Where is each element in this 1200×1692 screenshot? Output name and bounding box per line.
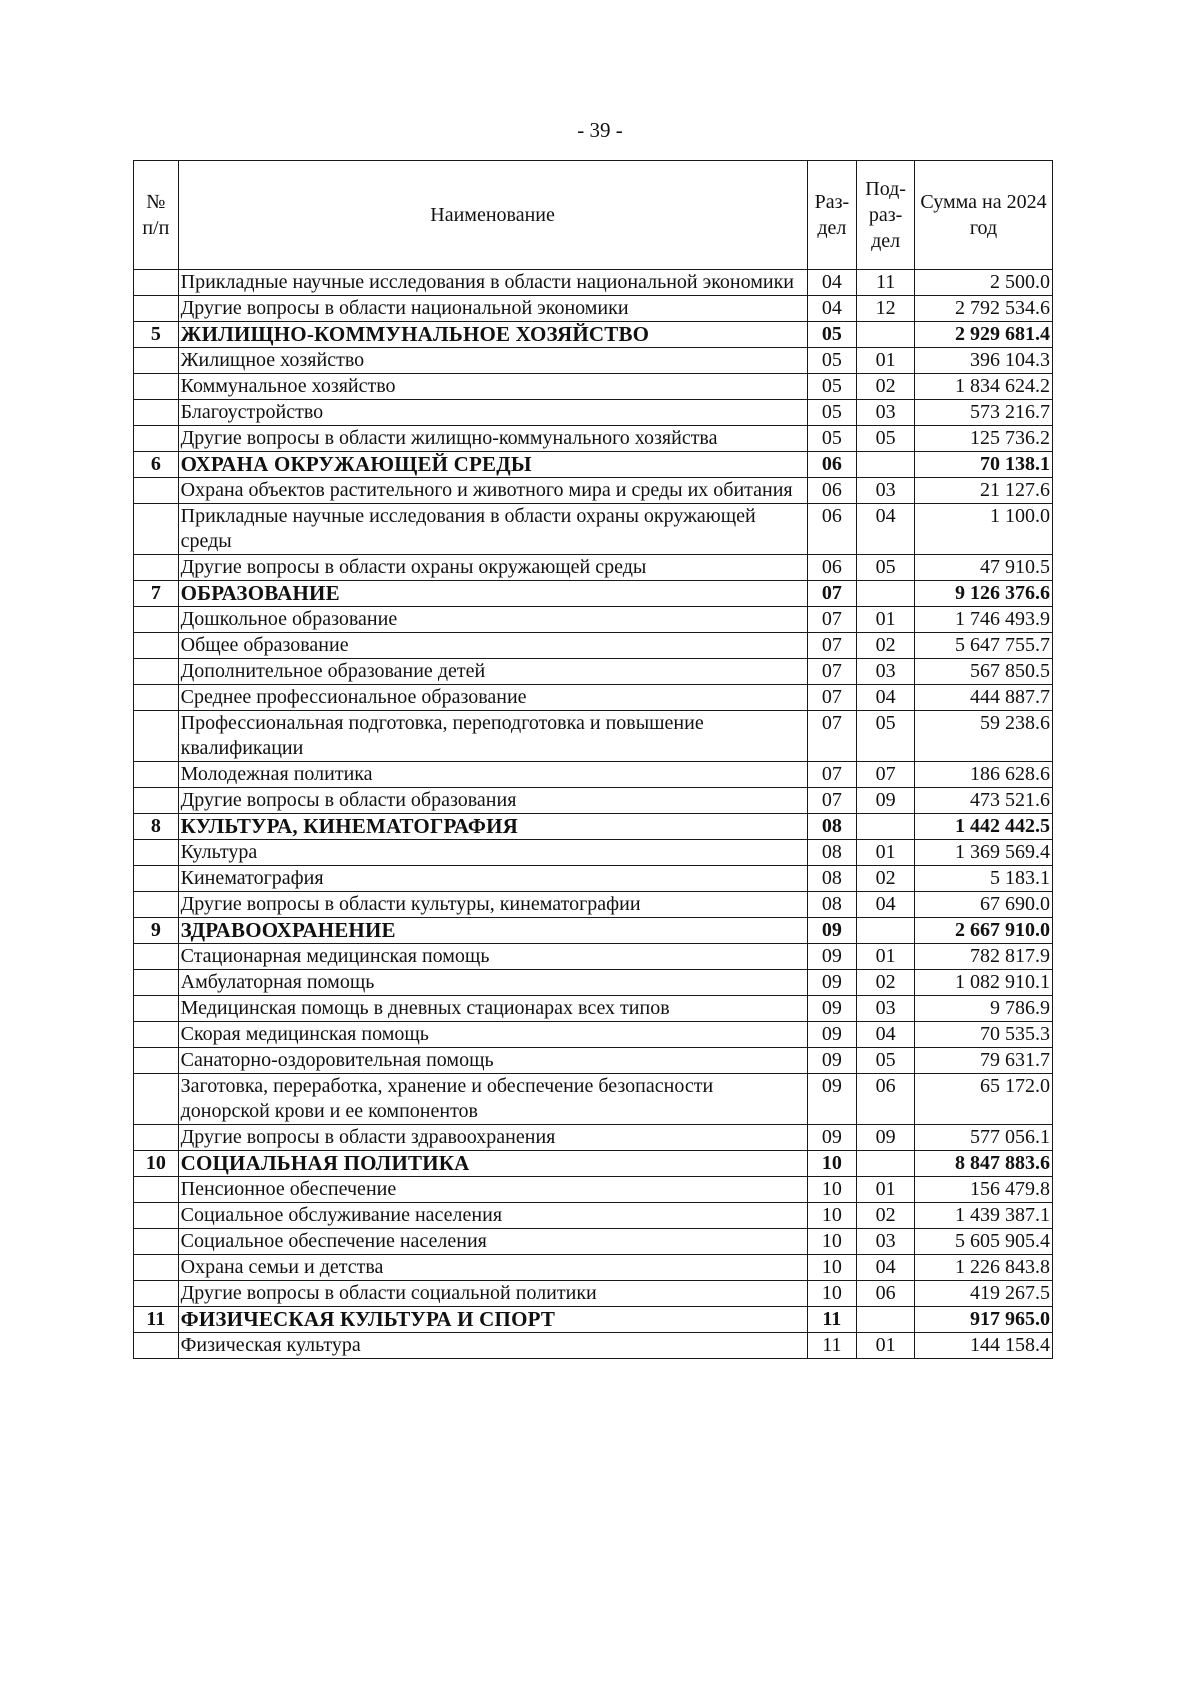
row-number [134, 374, 179, 400]
row-podrazdel: 09 [857, 1125, 915, 1151]
row-sum: 5 605 905.4 [915, 1229, 1053, 1255]
row-name: Охрана объектов растительного и животного мира и среды их обитания [178, 478, 807, 504]
header-razdel: Раз- дел [807, 161, 857, 270]
row-number [134, 607, 179, 633]
row-podrazdel: 04 [857, 685, 915, 711]
row-sum: 156 479.8 [915, 1177, 1053, 1203]
table-row [134, 762, 1053, 788]
row-name: Другие вопросы в области культуры, кинематографии [178, 892, 807, 918]
section-row [134, 814, 1053, 840]
row-name: Профессиональная подготовка, переподготовка и повышение квалификации [178, 711, 807, 762]
row-number [134, 426, 179, 452]
row-name: Культура [178, 840, 807, 866]
row-number [134, 1125, 179, 1151]
row-podrazdel: 07 [857, 762, 915, 788]
row-number [134, 866, 179, 892]
row-sum: 2 667 910.0 [915, 918, 1053, 944]
row-podrazdel: 03 [857, 478, 915, 504]
row-razdel: 05 [807, 374, 857, 400]
table-row [134, 296, 1053, 322]
row-razdel: 08 [807, 866, 857, 892]
row-number [134, 685, 179, 711]
row-number [134, 762, 179, 788]
row-number: 10 [134, 1151, 179, 1177]
row-number: 11 [134, 1307, 179, 1333]
row-podrazdel: 03 [857, 1229, 915, 1255]
table-row [134, 607, 1053, 633]
row-razdel: 09 [807, 1048, 857, 1074]
row-razdel: 07 [807, 607, 857, 633]
table-row [134, 866, 1053, 892]
row-name: Коммунальное хозяйство [178, 374, 807, 400]
row-razdel: 04 [807, 296, 857, 322]
row-podrazdel: 06 [857, 1281, 915, 1307]
row-name: ЖИЛИЩНО-КОММУНАЛЬНОЕ ХОЗЯЙСТВО [178, 322, 807, 348]
row-name: Жилищное хозяйство [178, 348, 807, 374]
row-name: Дошкольное образование [178, 607, 807, 633]
row-sum: 186 628.6 [915, 762, 1053, 788]
row-razdel: 08 [807, 892, 857, 918]
row-name: ОХРАНА ОКРУЖАЮЩЕЙ СРЕДЫ [178, 452, 807, 478]
row-name: Социальное обеспечение населения [178, 1229, 807, 1255]
row-name: Среднее профессиональное образование [178, 685, 807, 711]
row-name: Прикладные научные исследования в области национальной экономики [178, 270, 807, 296]
row-number [134, 1333, 179, 1359]
row-podrazdel: 01 [857, 944, 915, 970]
row-sum: 5 183.1 [915, 866, 1053, 892]
table-row [134, 555, 1053, 581]
table-row [134, 685, 1053, 711]
row-sum: 125 736.2 [915, 426, 1053, 452]
row-name: Медицинская помощь в дневных стационарах всех типов [178, 996, 807, 1022]
row-razdel: 10 [807, 1229, 857, 1255]
row-name: Молодежная политика [178, 762, 807, 788]
row-number [134, 400, 179, 426]
row-sum: 567 850.5 [915, 659, 1053, 685]
table-row [134, 374, 1053, 400]
row-razdel: 10 [807, 1177, 857, 1203]
row-sum: 573 216.7 [915, 400, 1053, 426]
row-number [134, 996, 179, 1022]
row-name: Другие вопросы в области образования [178, 788, 807, 814]
row-number [134, 1048, 179, 1074]
row-sum: 9 786.9 [915, 996, 1053, 1022]
table-row [134, 1203, 1053, 1229]
row-name: КУЛЬТУРА, КИНЕМАТОГРАФИЯ [178, 814, 807, 840]
row-number [134, 788, 179, 814]
row-sum: 396 104.3 [915, 348, 1053, 374]
table-row [134, 270, 1053, 296]
row-podrazdel: 11 [857, 270, 915, 296]
row-podrazdel [857, 322, 915, 348]
row-podrazdel: 03 [857, 400, 915, 426]
row-number: 7 [134, 581, 179, 607]
row-razdel: 10 [807, 1151, 857, 1177]
section-row [134, 581, 1053, 607]
table-row [134, 633, 1053, 659]
page-number: - 39 - [577, 118, 623, 142]
table-row [134, 1333, 1053, 1359]
row-number [134, 944, 179, 970]
row-name: СОЦИАЛЬНАЯ ПОЛИТИКА [178, 1151, 807, 1177]
row-sum: 67 690.0 [915, 892, 1053, 918]
row-number: 6 [134, 452, 179, 478]
row-sum: 1 226 843.8 [915, 1255, 1053, 1281]
row-podrazdel: 01 [857, 348, 915, 374]
table-row [134, 970, 1053, 996]
row-razdel: 09 [807, 996, 857, 1022]
row-sum: 8 847 883.6 [915, 1151, 1053, 1177]
row-name: Амбулаторная помощь [178, 970, 807, 996]
row-sum: 1 082 910.1 [915, 970, 1053, 996]
row-razdel: 07 [807, 762, 857, 788]
row-sum: 70 535.3 [915, 1022, 1053, 1048]
table-header-row [134, 161, 1053, 270]
row-sum: 419 267.5 [915, 1281, 1053, 1307]
row-razdel: 05 [807, 348, 857, 374]
row-sum: 473 521.6 [915, 788, 1053, 814]
row-podrazdel: 01 [857, 1333, 915, 1359]
table-row [134, 1048, 1053, 1074]
row-sum: 1 439 387.1 [915, 1203, 1053, 1229]
row-podrazdel [857, 581, 915, 607]
table-body [134, 270, 1053, 1359]
row-razdel: 09 [807, 970, 857, 996]
row-name: Скорая медицинская помощь [178, 1022, 807, 1048]
row-podrazdel: 03 [857, 996, 915, 1022]
table-row [134, 1281, 1053, 1307]
row-sum: 2 792 534.6 [915, 296, 1053, 322]
row-podrazdel: 05 [857, 711, 915, 762]
row-sum: 21 127.6 [915, 478, 1053, 504]
row-number [134, 270, 179, 296]
row-name: Другие вопросы в области жилищно-коммунального хозяйства [178, 426, 807, 452]
row-razdel: 05 [807, 400, 857, 426]
row-sum: 79 631.7 [915, 1048, 1053, 1074]
row-number [134, 504, 179, 555]
row-number [134, 970, 179, 996]
row-razdel: 07 [807, 633, 857, 659]
row-number [134, 1203, 179, 1229]
row-number [134, 348, 179, 374]
row-sum: 1 100.0 [915, 504, 1053, 555]
row-razdel: 09 [807, 1125, 857, 1151]
table-row [134, 348, 1053, 374]
row-podrazdel: 04 [857, 1022, 915, 1048]
section-row [134, 452, 1053, 478]
row-number [134, 1255, 179, 1281]
header-name: Наименование [178, 161, 807, 270]
row-podrazdel [857, 1151, 915, 1177]
row-name: Другие вопросы в области национальной экономики [178, 296, 807, 322]
row-sum: 47 910.5 [915, 555, 1053, 581]
row-podrazdel: 02 [857, 1203, 915, 1229]
row-razdel: 07 [807, 659, 857, 685]
budget-table [133, 160, 1053, 1359]
row-name: Физическая культура [178, 1333, 807, 1359]
row-podrazdel: 12 [857, 296, 915, 322]
table-row [134, 1074, 1053, 1125]
row-podrazdel [857, 814, 915, 840]
row-sum: 917 965.0 [915, 1307, 1053, 1333]
row-podrazdel: 01 [857, 607, 915, 633]
row-name: Стационарная медицинская помощь [178, 944, 807, 970]
row-name: Другие вопросы в области здравоохранения [178, 1125, 807, 1151]
row-number [134, 633, 179, 659]
row-number [134, 1074, 179, 1125]
row-number [134, 296, 179, 322]
row-name: Охрана семьи и детства [178, 1255, 807, 1281]
row-podrazdel: 05 [857, 426, 915, 452]
row-razdel: 07 [807, 581, 857, 607]
table-row [134, 996, 1053, 1022]
row-name: Пенсионное обеспечение [178, 1177, 807, 1203]
row-sum: 1 834 624.2 [915, 374, 1053, 400]
row-podrazdel: 03 [857, 659, 915, 685]
row-razdel: 10 [807, 1255, 857, 1281]
row-number [134, 555, 179, 581]
row-name: Дополнительное образование детей [178, 659, 807, 685]
row-razdel: 09 [807, 1022, 857, 1048]
row-number: 9 [134, 918, 179, 944]
row-sum: 1 442 442.5 [915, 814, 1053, 840]
row-razdel: 04 [807, 270, 857, 296]
row-name: ЗДРАВООХРАНЕНИЕ [178, 918, 807, 944]
row-razdel: 06 [807, 555, 857, 581]
row-razdel: 08 [807, 814, 857, 840]
row-razdel: 10 [807, 1281, 857, 1307]
row-name: Благоустройство [178, 400, 807, 426]
row-razdel: 09 [807, 918, 857, 944]
row-podrazdel: 01 [857, 1177, 915, 1203]
row-podrazdel: 04 [857, 504, 915, 555]
header-num: № п/п [134, 161, 179, 270]
section-row [134, 1151, 1053, 1177]
row-number [134, 840, 179, 866]
row-podrazdel [857, 918, 915, 944]
row-name: Общее образование [178, 633, 807, 659]
row-razdel: 09 [807, 1074, 857, 1125]
row-number [134, 711, 179, 762]
row-podrazdel: 02 [857, 970, 915, 996]
header-sum: Сумма на 2024 год [915, 161, 1053, 270]
row-number: 5 [134, 322, 179, 348]
row-number [134, 478, 179, 504]
row-podrazdel: 06 [857, 1074, 915, 1125]
row-sum: 782 817.9 [915, 944, 1053, 970]
row-podrazdel: 04 [857, 892, 915, 918]
table-row [134, 1177, 1053, 1203]
row-podrazdel: 05 [857, 555, 915, 581]
row-podrazdel: 02 [857, 374, 915, 400]
row-razdel: 06 [807, 478, 857, 504]
row-razdel: 05 [807, 322, 857, 348]
row-podrazdel: 09 [857, 788, 915, 814]
row-podrazdel: 01 [857, 840, 915, 866]
row-razdel: 10 [807, 1203, 857, 1229]
row-sum: 444 887.7 [915, 685, 1053, 711]
table-row [134, 659, 1053, 685]
table-row [134, 400, 1053, 426]
row-podrazdel: 02 [857, 866, 915, 892]
row-name: Другие вопросы в области социальной политики [178, 1281, 807, 1307]
row-razdel: 07 [807, 788, 857, 814]
row-razdel: 11 [807, 1307, 857, 1333]
row-name: Заготовка, переработка, хранение и обеспечение безопасности донорской крови и ее компонентов [178, 1074, 807, 1125]
row-sum: 9 126 376.6 [915, 581, 1053, 607]
row-razdel: 07 [807, 711, 857, 762]
row-sum: 5 647 755.7 [915, 633, 1053, 659]
row-razdel: 08 [807, 840, 857, 866]
row-razdel: 06 [807, 452, 857, 478]
row-sum: 59 238.6 [915, 711, 1053, 762]
row-number [134, 1177, 179, 1203]
table-row [134, 1229, 1053, 1255]
row-name: Социальное обслуживание населения [178, 1203, 807, 1229]
row-sum: 1 746 493.9 [915, 607, 1053, 633]
row-number: 8 [134, 814, 179, 840]
row-name: ФИЗИЧЕСКАЯ КУЛЬТУРА И СПОРТ [178, 1307, 807, 1333]
row-name: Кинематография [178, 866, 807, 892]
row-number [134, 659, 179, 685]
section-row [134, 322, 1053, 348]
row-sum: 70 138.1 [915, 452, 1053, 478]
row-podrazdel: 02 [857, 633, 915, 659]
row-sum: 144 158.4 [915, 1333, 1053, 1359]
row-podrazdel [857, 1307, 915, 1333]
header-podrazdel: Под- раз- дел [857, 161, 915, 270]
table-row [134, 892, 1053, 918]
row-number [134, 1022, 179, 1048]
table-row [134, 788, 1053, 814]
row-sum: 577 056.1 [915, 1125, 1053, 1151]
table-row [134, 426, 1053, 452]
table-row [134, 944, 1053, 970]
row-podrazdel: 05 [857, 1048, 915, 1074]
table-row [134, 840, 1053, 866]
table-row [134, 1125, 1053, 1151]
row-sum: 1 369 569.4 [915, 840, 1053, 866]
row-razdel: 09 [807, 944, 857, 970]
row-razdel: 11 [807, 1333, 857, 1359]
row-name: Прикладные научные исследования в области охраны окружающей среды [178, 504, 807, 555]
row-podrazdel: 04 [857, 1255, 915, 1281]
row-razdel: 07 [807, 685, 857, 711]
row-razdel: 05 [807, 426, 857, 452]
row-name: Санаторно-оздоровительная помощь [178, 1048, 807, 1074]
section-row [134, 918, 1053, 944]
row-sum: 65 172.0 [915, 1074, 1053, 1125]
table-row [134, 478, 1053, 504]
row-sum: 2 500.0 [915, 270, 1053, 296]
table-row [134, 1022, 1053, 1048]
row-number [134, 1281, 179, 1307]
table-row [134, 504, 1053, 555]
row-name: ОБРАЗОВАНИЕ [178, 581, 807, 607]
row-number [134, 892, 179, 918]
row-name: Другие вопросы в области охраны окружающей среды [178, 555, 807, 581]
row-sum: 2 929 681.4 [915, 322, 1053, 348]
table-row [134, 711, 1053, 762]
section-row [134, 1307, 1053, 1333]
row-number [134, 1229, 179, 1255]
row-podrazdel [857, 452, 915, 478]
table-row [134, 1255, 1053, 1281]
row-razdel: 06 [807, 504, 857, 555]
